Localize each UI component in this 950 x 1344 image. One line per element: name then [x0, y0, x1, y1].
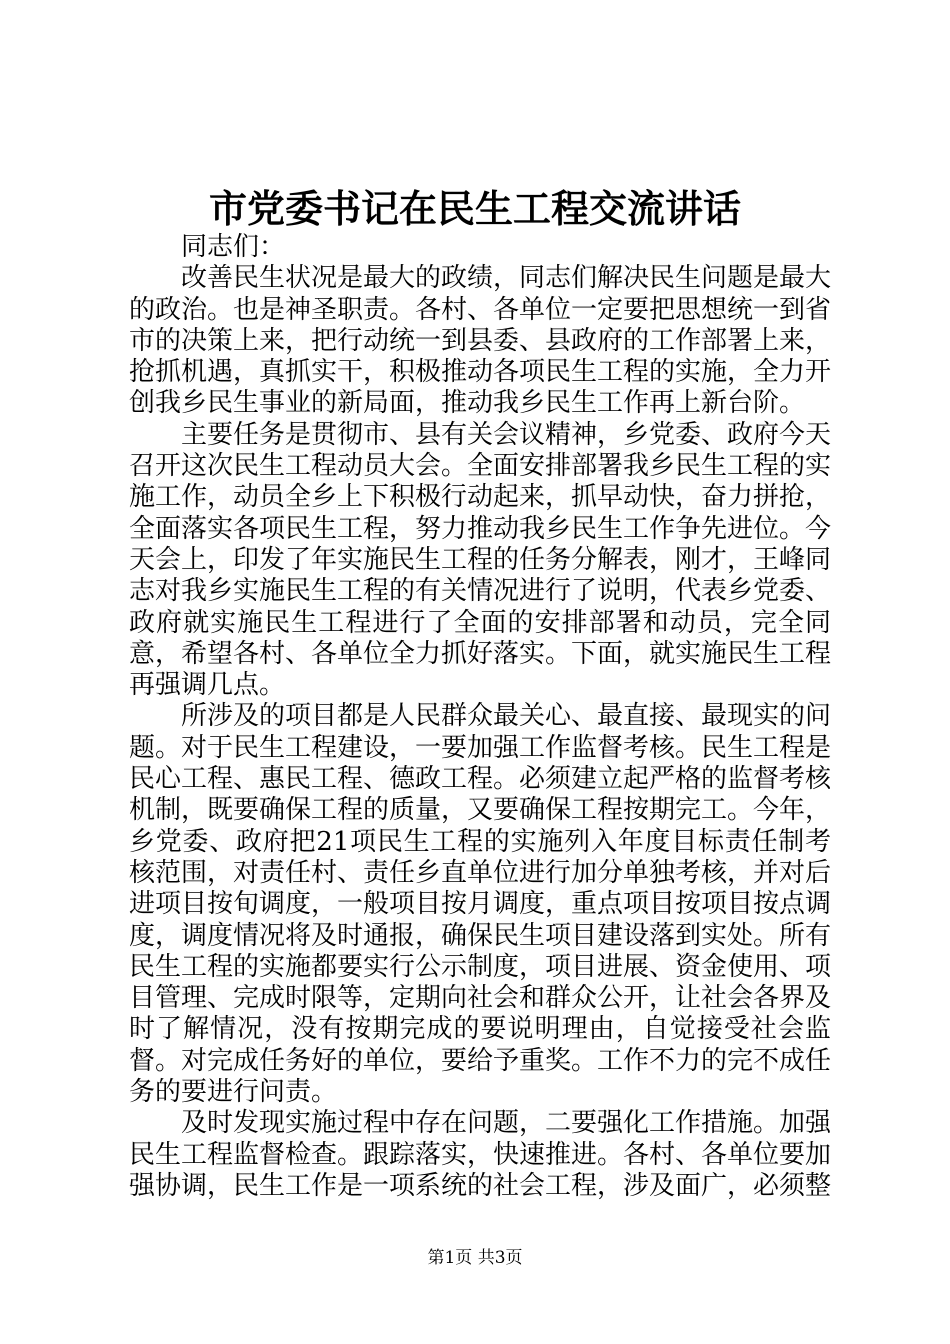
paragraph-4: 及时发现实施过程中存在问题，二要强化工作措施。加强民生工程监督检查。跟踪落实，快速推进。各村、各单位要加强协调，民生工作是一项系统的社会工程，涉及面广，必须整 — [129, 1108, 832, 1201]
salutation: 同志们： — [181, 232, 286, 262]
page-footer: 第1页 共3页 — [427, 1248, 523, 1268]
document-body — [129, 232, 831, 1202]
paragraph-1: 改善民生状况是最大的政绩，同志们解决民生问题是最大的政治。也是神圣职责。各村、各单位一定要把思想统一到省市的决策上来，把行动统一到县委、县政府的工作部署上来，抢抓机遇，真抓实干，积极推动各项民生工程的实施，全力开创我乡民生事业的新局面，推动我乡民生工作再上新台阶。 — [129, 263, 832, 419]
document-title: 市党委书记在民生工程交流讲话 — [208, 186, 741, 231]
paragraph-2: 主要任务是贯彻市、县有关会议精神，乡党委、政府今天召开这次民生工程动员大会。全面安排部署我乡民生工程的实施工作，动员全乡上下积极行动起来，抓早动快，奋力拼抢，全面落实各项民生工程，努力推动我乡民生工作争先进位。今天会上，印发了年实施民生工程的任务分解表，刚才，王峰同志对我乡实施民生工程的有关情况进行了说明，代表乡党委、政府就实施民生工程进行了全面的安排部署和动员，完全同意，希望各村、各单位全力抓好落实。下面，就实施民生工程再强调几点。 — [129, 419, 832, 701]
paragraph-3: 所涉及的项目都是人民群众最关心、最直接、最现实的问题。对于民生工程建设，一要加强工作监督考核。民生工程是民心工程、惠民工程、德政工程。必须建立起严格的监督考核机制，既要确保工程的质量，又要确保工程按期完工。今年，乡党委、政府把21项民生工程的实施列入年度目标责任制考核范围，对责任村、责任乡直单位进行加分单独考核，并对后进项目按旬调度，一般项目按月调度，重点项目按项目按点调度，调度情况将及时通报，确保民生项目建设落到实处。所有民生工程的实施都要实行公示制度，项目进展、资金使用、项目管理、完成时限等，定期向社会和群众公开，让社会各界及时了解情况，没有按期完成的要说明理由，自觉接受社会监督。对完成任务好的单位，要给予重奖。工作不力的完不成任务的要进行问责。 — [129, 701, 832, 1108]
